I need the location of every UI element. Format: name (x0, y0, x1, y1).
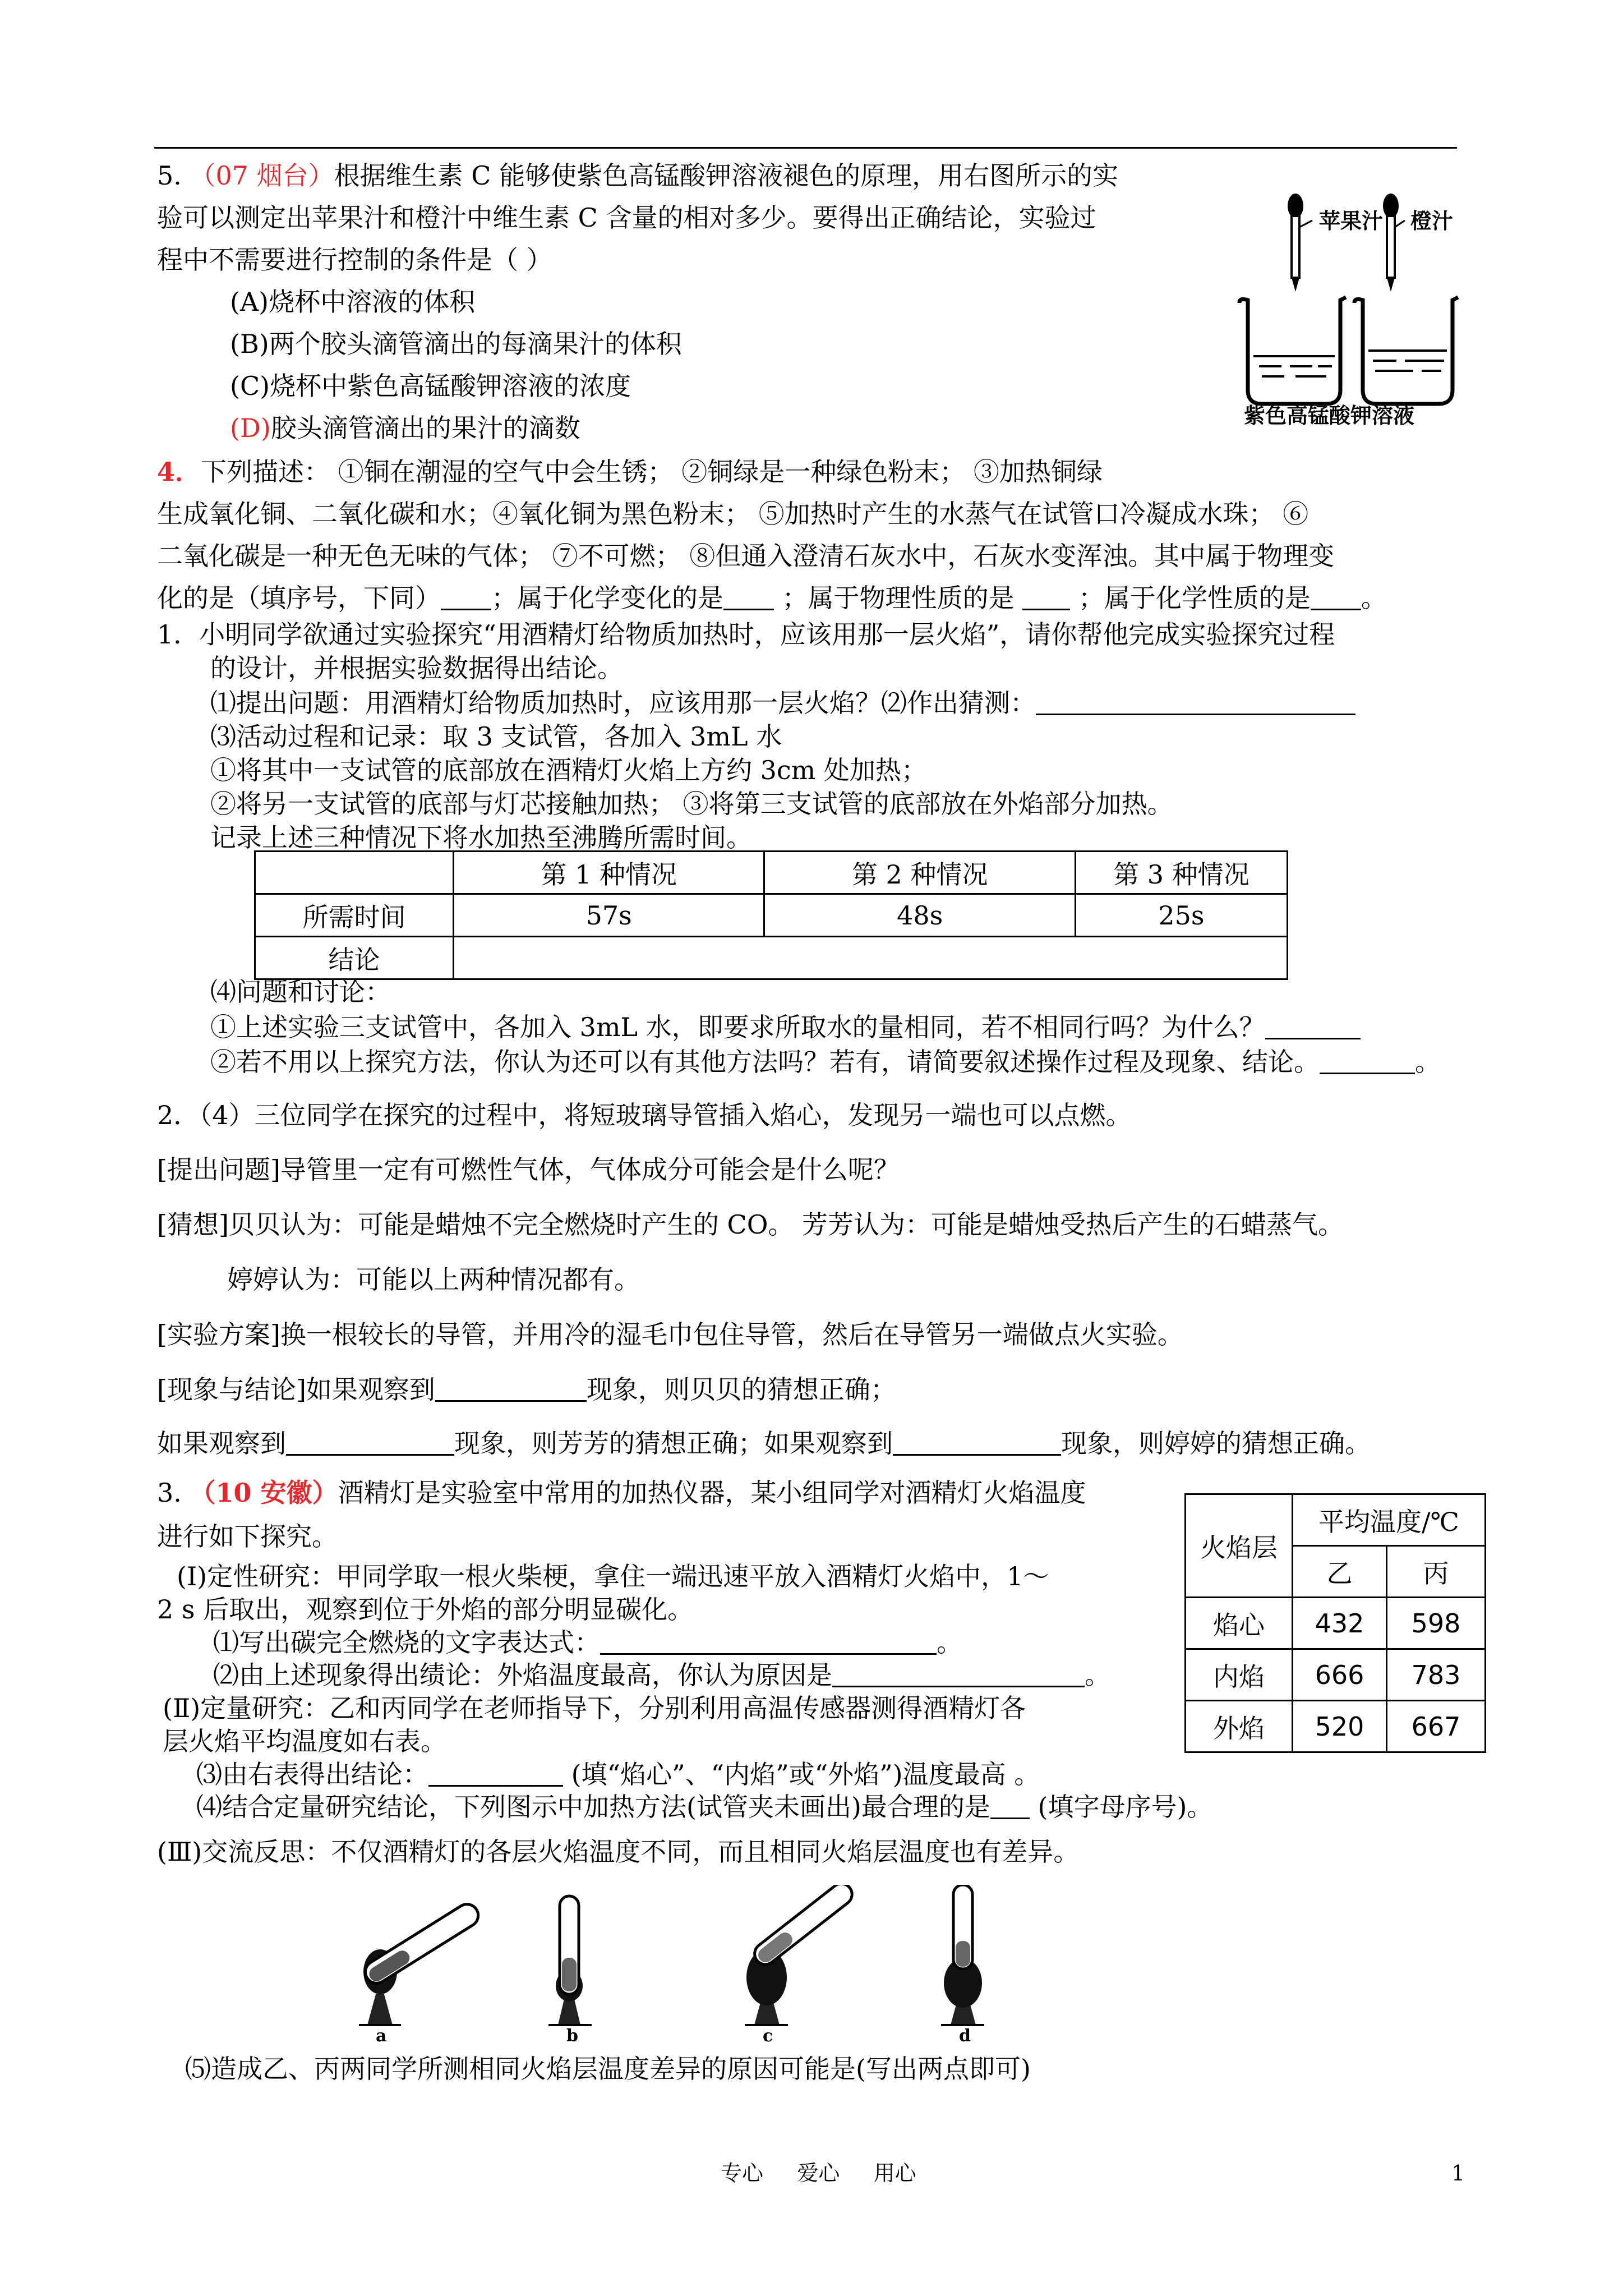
q3-source: （10 安徽） (190, 1478, 338, 1508)
q2-line2: [提出问题]导管里一定有可燃性气体，气体成分可能会是什么呢？ (157, 1154, 900, 1185)
q5-line1 (157, 160, 1119, 191)
header-rule (154, 147, 1457, 149)
q1-line1: 1．小明同学欲通过实验探究“用酒精灯给物质加热时，应该用那一层火焰”，请你帮他完成实验探究过程 (157, 619, 1335, 650)
q3-line10 (196, 1794, 1212, 1820)
q4-number: 4． (157, 457, 201, 487)
q5-line1-text: 根据维生素 C 能够使紫色高锰酸钾溶液褪色的原理，用右图所示的实 (334, 160, 1119, 191)
q2-line6-a: [现象与结论]如果观察到 (157, 1374, 435, 1405)
q1-line3 (210, 690, 1355, 716)
table-header-case1: 第 1 种情况 (454, 852, 764, 894)
q5-source: （07 烟台） (190, 160, 334, 191)
q2-line3: [猜想]贝贝认为：可能是蜡烛不完全燃烧时产生的 CO。 芳芳认为：可能是蜡烛受热后产生的石蜡蒸气。 (157, 1209, 1344, 1240)
q2-line1: 2．（4）三位同学在探究的过程中，将短玻璃导管插入焰心，发现另一端也可以点燃。 (157, 1100, 1132, 1130)
q3-line10-a: ⑷结合定量研究结论，下列图示中加热方法(试管夹未画出)最合理的是 (196, 1792, 990, 1822)
temp-row-yi: 432 (1293, 1598, 1387, 1649)
q4-line4-a: 化的是（填序号，下同） (157, 583, 441, 613)
temp-row-bing: 783 (1387, 1649, 1486, 1701)
q4-blank-chemical-property[interactable] (1311, 586, 1361, 610)
q1-line9 (210, 1014, 1361, 1040)
temp-row-layer: 内焰 (1186, 1649, 1293, 1701)
q1-line8: ⑷问题和讨论： (210, 977, 391, 1007)
q2-line5: [实验方案]换一根较长的导管，并用冷的湿毛巾包住导管，然后在导管另一端做点火实验。 (157, 1319, 1183, 1350)
heating-label-c: c (763, 2026, 773, 2046)
q3-line2: 进行如下探究。 (157, 1521, 338, 1552)
dropper-label-apple: 苹果汁 (1319, 209, 1384, 233)
q4-line1 (157, 459, 1103, 485)
temp-row-yi: 666 (1293, 1649, 1387, 1701)
q4-line4-d: ；属于化学性质的是 (1070, 583, 1311, 613)
q1-line10-blank[interactable] (1320, 1050, 1415, 1074)
q3-line1 (157, 1480, 1086, 1506)
table-header-case3: 第 3 种情况 (1075, 852, 1287, 894)
temp-row-yi: 520 (1293, 1701, 1387, 1752)
heating-a-icon (359, 1900, 482, 2025)
q5-line2: 验可以测定出苹果汁和橙汁中维生素 C 含量的相对多少。要得出正确结论，实验过 (157, 203, 1096, 233)
temp-row-layer: 焰心 (1186, 1598, 1293, 1649)
temp-header-avg: 平均温度/℃ (1293, 1494, 1486, 1546)
q2-line7 (157, 1430, 1371, 1456)
beaker-left-icon (1239, 297, 1346, 404)
table-cell-time3: 25s (1075, 894, 1287, 937)
q3-blank-reason[interactable] (832, 1663, 1085, 1687)
q5-number: 5. (157, 160, 182, 191)
q1-line7: 记录上述三种情况下将水加热至沸腾所需时间。 (210, 822, 752, 853)
q3-number: 3. (157, 1478, 182, 1508)
q3-line12: ⑸造成乙、丙两同学所测相同火焰层温度差异的原因可能是(写出两点即可) (185, 2054, 1031, 2084)
q3-line11: (Ⅲ)交流反思：不仅酒精灯的各层火焰温度不同，而且相同火焰层温度也有差异。 (157, 1837, 1080, 1867)
q3-blank-equation[interactable] (600, 1631, 937, 1655)
q4-line4-b: ；属于化学变化的是 (491, 583, 723, 613)
q4-line1-text: 下列描述： ①铜在潮湿的空气中会生锈； ②铜绿是一种绿色粉末； ③加热铜绿 (201, 457, 1103, 487)
q3-line9-b: (填“焰心”、“内焰”或“外焰”)温度最高 。 (563, 1759, 1040, 1789)
table-conclusion-cell[interactable] (454, 937, 1288, 979)
heating-label-b: b (566, 2026, 578, 2046)
q3-line1-text: 酒精灯是实验室中常用的加热仪器，某小组同学对酒精灯火焰温度 (338, 1478, 1086, 1508)
q1-line9-text: ①上述实验三支试管中，各加入 3mL 水，即要求所取水的量相同，若不相同行吗？为什么？ (210, 1012, 1265, 1042)
heating-label-a: a (376, 2026, 387, 2046)
q3-line6-end: 。 (1085, 1660, 1110, 1690)
page-number: 1 (1451, 2161, 1465, 2185)
q4-line4-c: ；属于物理性质的是 (774, 583, 1023, 613)
q2-line7-c: 现象，则婷婷的猜想正确。 (1061, 1428, 1371, 1458)
q3-line3: (Ⅰ)定性研究：甲同学取一根火柴梗，拿住一端迅速平放入酒精灯火焰中，1～ (177, 1561, 1049, 1591)
table-header-empty (255, 852, 454, 894)
q2-blank-beibei[interactable] (435, 1378, 587, 1402)
q4-blank-physical-change[interactable] (441, 586, 491, 610)
q3-line9-a: ⑶由右表得出结论： (196, 1759, 428, 1789)
q4-line4-e: 。 (1361, 583, 1387, 613)
q3-blank-hottest[interactable] (428, 1763, 563, 1787)
q2-line7-b: 现象，则芳芳的猜想正确；如果观察到 (454, 1428, 893, 1458)
q2-line4: 婷婷认为：可能以上两种情况都有。 (227, 1264, 640, 1295)
heating-b-icon (548, 1896, 592, 2025)
heating-c-icon (745, 1885, 856, 2025)
q2-line6-b: 现象，则贝贝的猜想正确； (586, 1374, 896, 1405)
q4-blank-chemical-change[interactable] (723, 586, 774, 610)
q1-line10-text: ②若不用以上探究方法，你认为还可以有其他方法吗？若有，请简要叙述操作过程及现象、结论。 (210, 1047, 1320, 1077)
q4-blank-physical-property[interactable] (1022, 586, 1070, 610)
beaker-right-icon (1354, 297, 1458, 404)
table-header-case2: 第 2 种情况 (764, 852, 1075, 894)
q5-option-d-text: 胶头滴管滴出的果汁的滴数 (270, 413, 580, 443)
q2-line7-a: 如果观察到 (157, 1428, 286, 1458)
q3-line10-b: (填字母序号)。 (1029, 1792, 1213, 1822)
q3-line6-text: ⑵由上述现象得出绩论：外焰温度最高，你认为原因是 (213, 1660, 832, 1690)
dropper-right-icon (1383, 194, 1399, 292)
q5-option-c: (C)烧杯中紫色高锰酸钾溶液的浓度 (230, 371, 631, 401)
q1-line10-end: 。 (1415, 1047, 1441, 1077)
temp-row-bing: 598 (1387, 1598, 1486, 1649)
table-cell-time2: 48s (764, 894, 1075, 937)
temp-header-layer: 火焰层 (1186, 1494, 1293, 1598)
q3-line6 (213, 1662, 1110, 1688)
q2-line6 (157, 1374, 896, 1405)
q5-option-d-letter: (D) (230, 413, 271, 443)
q3-line5-end: 。 (937, 1627, 962, 1658)
q4-line3: 二氧化碳是一种无色无味的气体； ⑦不可燃； ⑧但通入澄清石灰水中，石灰水变浑浊。其中属于物理变 (157, 541, 1335, 571)
footer-motto: 专心 爱心 用心 (721, 2161, 916, 2185)
table-cell-time1: 57s (454, 894, 764, 937)
q1-line4: ⑶活动过程和记录：取 3 支试管，各加入 3mL 水 (210, 721, 782, 752)
q3-blank-method[interactable] (990, 1795, 1030, 1819)
heating-d-icon (941, 1885, 984, 2025)
q1-line2: 的设计，并根据实验数据得出结论。 (210, 653, 623, 683)
q5-line3: 程中不需要进行控制的条件是（ ） (157, 245, 552, 275)
q2-blank-tingting[interactable] (893, 1432, 1061, 1456)
dropper-left-icon (1288, 194, 1303, 292)
q1-line3-text: ⑴提出问题：用酒精灯给物质加热时，应该用那一层火焰？⑵作出猜测： (210, 688, 1036, 718)
q1-line9-blank[interactable] (1265, 1015, 1361, 1039)
q5-option-b: (B)两个胶头滴管滴出的每滴果汁的体积 (230, 329, 682, 359)
q2-blank-fangfang[interactable] (286, 1432, 454, 1456)
temp-header-yi: 乙 (1293, 1546, 1387, 1598)
table-row-time-label: 所需时间 (255, 894, 454, 937)
temp-row-layer: 外焰 (1186, 1701, 1293, 1752)
temp-header-bing: 丙 (1387, 1546, 1486, 1598)
beaker-caption: 紫色高锰酸钾溶液 (1244, 403, 1415, 428)
q1-guess-blank[interactable] (1036, 691, 1355, 715)
temp-row-bing: 667 (1387, 1701, 1486, 1752)
q1-line10 (210, 1049, 1441, 1075)
q3-line9 (196, 1761, 1040, 1787)
q5-option-a: (A)烧杯中溶液的体积 (230, 287, 476, 317)
q1-line6: ②将另一支试管的底部与灯芯接触加热； ③将第三支试管的底部放在外焰部分加热。 (210, 789, 1173, 819)
table-row-conclusion-label: 结论 (255, 937, 454, 979)
q4-line2: 生成氧化铜、二氧化碳和水；④氧化铜为黑色粉末； ⑤加热时产生的水蒸气在试管口冷凝成水珠； ⑥ (157, 499, 1309, 529)
q3-line5-text: ⑴写出碳完全燃烧的文字表达式： (213, 1627, 600, 1658)
q4-line4 (157, 585, 1387, 611)
q1-record-table (254, 850, 1288, 980)
q3-line8: 层火焰平均温度如右表。 (163, 1726, 446, 1756)
heating-methods-figure (342, 1885, 1071, 2047)
heating-label-d: d (959, 2026, 971, 2046)
q3-line7: (Ⅱ)定量研究：乙和丙同学在老师指导下，分别利用高温传感器测得酒精灯各 (163, 1693, 1026, 1723)
q3-line4: 2 s 后取出，观察到位于外焰的部分明显碳化。 (157, 1594, 694, 1625)
temperature-table (1184, 1493, 1486, 1753)
dropper-label-orange: 橙汁 (1410, 209, 1454, 233)
q3-line5 (213, 1627, 962, 1658)
q1-line5: ①将其中一支试管的底部放在酒精灯火焰上方约 3cm 处加热； (210, 755, 927, 785)
q5-option-d (230, 415, 580, 441)
